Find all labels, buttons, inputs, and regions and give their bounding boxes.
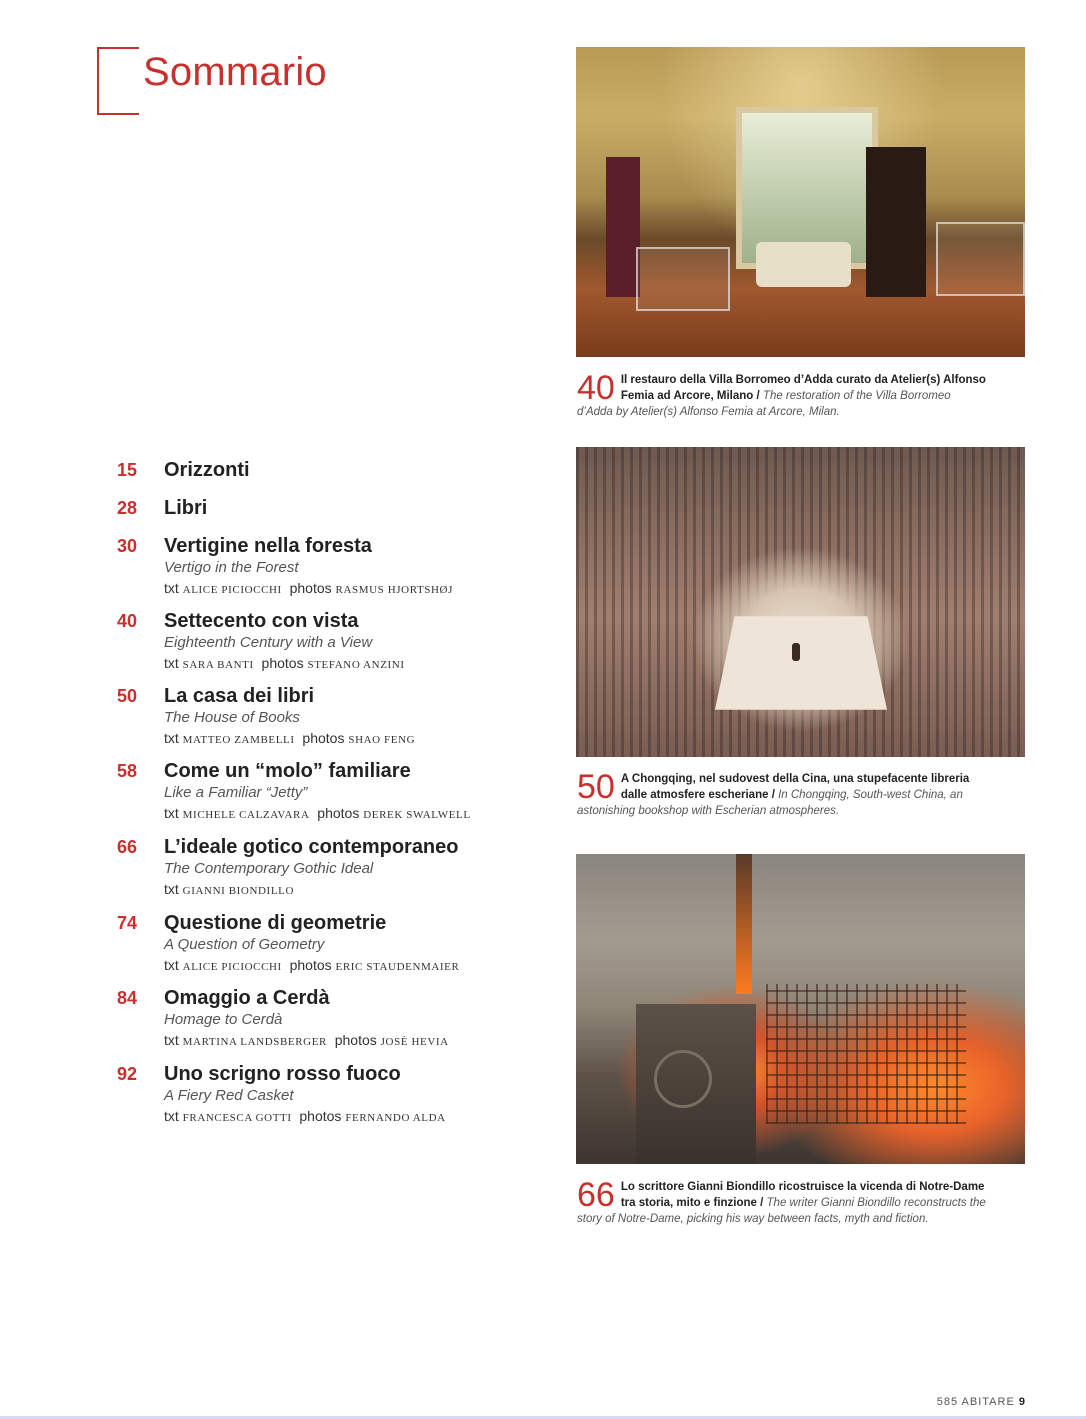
toc-credits [164, 653, 544, 675]
credit-photographer: RASMUS HJORTSHØJ [335, 584, 453, 596]
caption-english: The restoration of the Villa Borromeo d’Adda by Atelier(s) Alfonso Femia at Arcore, Milan. [577, 390, 951, 418]
credit-label-photos: photos [317, 805, 360, 821]
credit-label-photos: photos [289, 580, 332, 596]
caption-italian: Lo scrittore Gianni Biondillo ricostruisce la vicenda di Notre-Dame tra storia, mito e finzione [620, 1181, 985, 1209]
credit-author: SARA BANTI [182, 659, 254, 671]
caption-italian: A Chongqing, nel sudovest della Cina, una stupefacente libreria dalle atmosfere escheriane [620, 773, 970, 801]
toc-page-number: 15 [116, 460, 137, 480]
toc-credits [164, 955, 544, 977]
toc-entry-body [164, 835, 544, 901]
toc-subtitle: Homage to Cerdà [164, 1011, 283, 1028]
credit-author: MATTEO ZAMBELLI [182, 734, 295, 746]
toc-page-number: 84 [116, 988, 137, 1008]
toc-entry-body [164, 1062, 544, 1128]
credit-photographer: ERIC STAUDENMAIER [335, 961, 460, 973]
page-footer [937, 1396, 1026, 1408]
toc-credits [164, 578, 544, 600]
credit-author: FRANCESCA GOTTI [182, 1112, 292, 1124]
toc-title: Settecento con vista [164, 610, 359, 632]
credit-photographer: JOSÉ HEVIA [380, 1036, 449, 1048]
toc-entry-body [164, 986, 544, 1052]
credit-label-txt: txt [164, 580, 179, 596]
credit-author: GIANNI BIONDILLO [182, 885, 295, 897]
caption-photo-1 [577, 369, 987, 420]
caption-separator: / [753, 390, 763, 402]
credit-author: MICHELE CALZAVARA [182, 809, 310, 821]
credit-label-txt: txt [164, 805, 179, 821]
toc-page-number: 28 [116, 498, 137, 518]
toc-entry-body [164, 911, 544, 977]
credit-label-txt: txt [164, 730, 179, 746]
caption-separator: / [768, 789, 779, 801]
credit-label-photos: photos [289, 957, 332, 973]
caption-page-number: 50 [577, 768, 615, 806]
title-frame [97, 47, 139, 115]
caption-photo-3 [577, 1176, 987, 1227]
page-title: Sommario [143, 50, 327, 94]
photo-villa-borromeo [576, 47, 1025, 357]
credit-label-photos: photos [299, 1108, 342, 1124]
caption-english: The writer Gianni Biondillo reconstructs the story of Notre-Dame, picking his way between facts, myth and fiction. [577, 1197, 986, 1225]
toc-entry-body [164, 458, 544, 482]
caption-italian: Il restauro della Villa Borromeo d’Adda curato da Atelier(s) Alfonso Femia ad Arcore, Milano [620, 374, 986, 402]
toc-entry-body [164, 609, 544, 675]
credit-label-photos: photos [302, 730, 345, 746]
credit-author: ALICE PICIOCCHI [182, 584, 282, 596]
toc-page-number: 50 [116, 686, 137, 706]
toc-credits [164, 1106, 544, 1128]
toc-title: Libri [164, 497, 208, 519]
toc-subtitle: The House of Books [164, 709, 300, 726]
toc-subtitle: Eighteenth Century with a View [164, 634, 373, 651]
toc-title: La casa dei libri [164, 685, 315, 707]
toc-credits [164, 803, 544, 825]
toc-credits [164, 879, 544, 901]
toc-title: Omaggio a Cerdà [164, 987, 330, 1009]
footer-issue: 585 ABITARE [936, 1396, 1015, 1408]
toc-page-number: 30 [116, 536, 137, 556]
photo-chongqing-bookshop [576, 447, 1025, 757]
toc-title: Orizzonti [164, 459, 250, 481]
toc-subtitle: A Fiery Red Casket [164, 1087, 294, 1104]
toc-subtitle: A Question of Geometry [164, 936, 325, 953]
credit-label-txt: txt [164, 1032, 179, 1048]
caption-page-number: 40 [577, 369, 615, 407]
caption-photo-2 [577, 768, 987, 819]
credit-label-txt: txt [164, 655, 179, 671]
credit-label-txt: txt [164, 1108, 179, 1124]
credit-author: ALICE PICIOCCHI [182, 961, 282, 973]
footer-page-number: 9 [1018, 1396, 1026, 1408]
toc-entry-body [164, 759, 544, 825]
toc-subtitle: Vertigo in the Forest [164, 559, 299, 576]
toc-title: Come un “molo” familiare [164, 760, 411, 782]
toc-page-number: 40 [116, 611, 137, 631]
toc-page-number: 74 [116, 913, 137, 933]
toc-entry-body [164, 534, 544, 600]
credit-photographer: FERNANDO ALDA [345, 1112, 446, 1124]
toc-title: Vertigine nella foresta [164, 535, 372, 557]
caption-separator: / [756, 1197, 767, 1209]
photo-notre-dame-fire [576, 854, 1025, 1164]
credit-photographer: DEREK SWALWELL [363, 809, 471, 821]
toc-entry-body [164, 684, 544, 750]
caption-page-number: 66 [577, 1176, 615, 1214]
credit-label-txt: txt [164, 957, 179, 973]
credit-label-photos: photos [334, 1032, 377, 1048]
toc-page-number: 58 [116, 761, 137, 781]
credit-author: MARTINA LANDSBERGER [182, 1036, 327, 1048]
toc-page-number: 92 [116, 1064, 137, 1084]
credit-photographer: SHAO FENG [348, 734, 416, 746]
credit-label-photos: photos [261, 655, 304, 671]
toc-title: Questione di geometrie [164, 912, 387, 934]
toc-subtitle: The Contemporary Gothic Ideal [164, 860, 374, 877]
toc-credits [164, 1030, 544, 1052]
credit-label-txt: txt [164, 881, 179, 897]
toc-credits [164, 728, 544, 750]
toc-subtitle: Like a Familiar “Jetty” [164, 784, 308, 801]
toc-title: Uno scrigno rosso fuoco [164, 1063, 401, 1085]
toc-page-number: 66 [116, 837, 137, 857]
toc-title: L’ideale gotico contemporaneo [164, 836, 459, 858]
caption-english: In Chongqing, South-west China, an astonishing bookshop with Escherian atmospheres. [577, 789, 963, 817]
credit-photographer: STEFANO ANZINI [307, 659, 405, 671]
toc-entry-body [164, 496, 544, 520]
